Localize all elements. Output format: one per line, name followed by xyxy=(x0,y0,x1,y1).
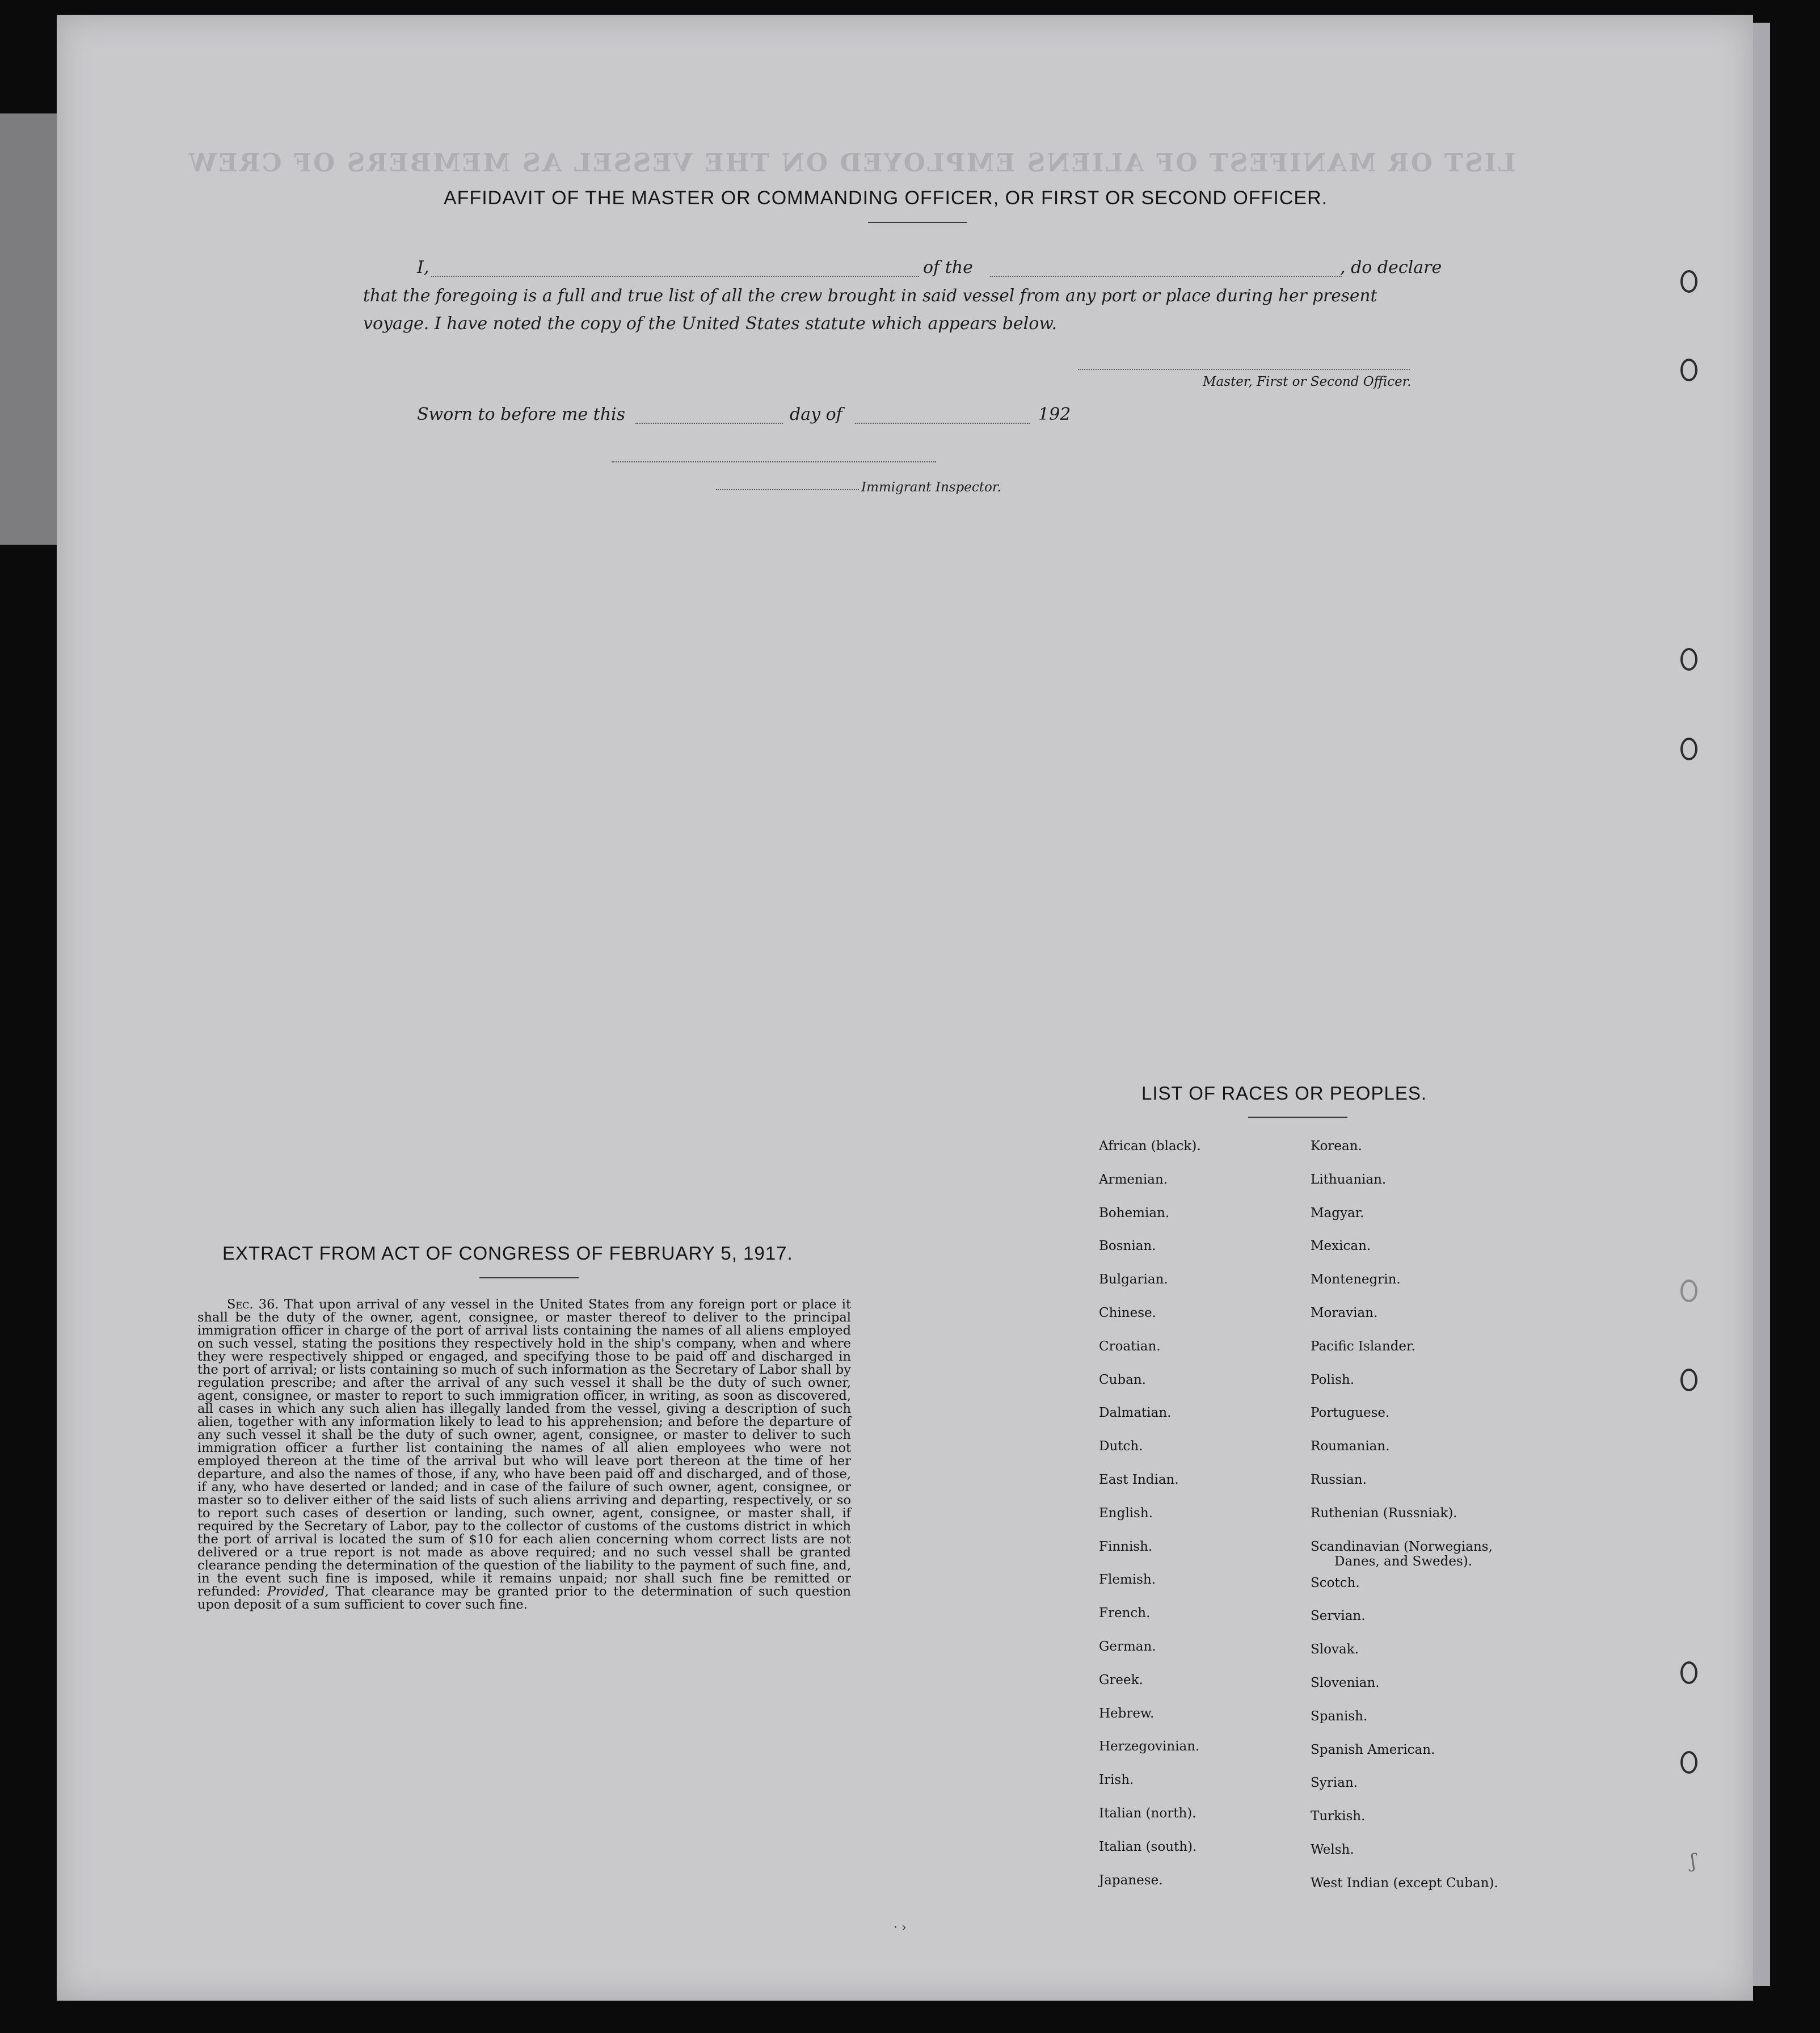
race-item: West Indian (except Cuban). xyxy=(1311,1875,1498,1891)
race-item: African (black). xyxy=(1099,1139,1201,1154)
race-item: Lithuanian. xyxy=(1311,1172,1387,1187)
binder-hole xyxy=(1680,359,1697,381)
race-item: Spanish. xyxy=(1311,1708,1368,1724)
master-caption: Master, First or Second Officer. xyxy=(1203,374,1412,389)
races-right-column xyxy=(1311,1139,1498,1909)
races-underline xyxy=(1248,1117,1347,1118)
inspector-signature-line[interactable] xyxy=(612,461,936,462)
binder-hole xyxy=(1680,1751,1697,1774)
underlying-sheet-edge xyxy=(0,113,57,545)
inspector-caption: Immigrant Inspector. xyxy=(861,480,1001,495)
corner-mark: ʃ xyxy=(1691,1850,1696,1872)
race-item: Slovenian. xyxy=(1311,1675,1380,1690)
binder-hole xyxy=(1680,1661,1697,1684)
race-item: Dutch. xyxy=(1099,1439,1143,1454)
race-item: Italian (north). xyxy=(1099,1805,1197,1821)
race-item: Syrian. xyxy=(1311,1775,1358,1791)
race-item: Welsh. xyxy=(1311,1842,1354,1857)
race-item: Magyar. xyxy=(1311,1205,1364,1220)
heading-underline xyxy=(868,222,967,223)
race-item: Cuban. xyxy=(1099,1372,1146,1387)
sworn-day-of: day of xyxy=(790,405,842,424)
inspector-signature-short xyxy=(716,489,859,490)
binder-hole xyxy=(1680,648,1697,671)
sworn-year: 192 xyxy=(1038,405,1071,424)
sworn-month-blank[interactable] xyxy=(855,423,1030,424)
affidavit-of-the: of the xyxy=(923,258,973,277)
sworn-day-blank[interactable] xyxy=(635,423,783,424)
race-item: Pacific Islander. xyxy=(1311,1339,1415,1354)
race-item: Roumanian. xyxy=(1311,1439,1390,1454)
extract-body xyxy=(197,1298,851,1611)
binder-hole xyxy=(1680,1369,1697,1391)
race-item: Mexican. xyxy=(1311,1239,1371,1254)
race-item: Flemish. xyxy=(1099,1572,1156,1588)
affidavit-line-3: voyage. I have noted the copy of the United States statute which appears below. xyxy=(363,314,1057,334)
race-item: Servian. xyxy=(1311,1609,1366,1624)
extract-text-part-1: That upon arrival of any vessel in the United States from any foreign port or place it shall be the duty of the owner, agent, consignee, or master thereof to deliver to the principal immigration officer in charge of the port of arrival lists containing the names of all aliens employed on such vessel, stating the positions they respectively hold in the ship's company, when and where they were respectively shipped or engaged, and specifying those to be paid off and discharged in the port of arrival; or lists containing so much of such information as the Secretary of Labor shall by regulation prescribe; and after the arrival of any such vessel it shall be the duty of such owner, agent, consignee, or master to report to such immigration officer, in writing, as soon as discovered, all cases in which any such alien has illegally landed from the vessel, giving a description of such alien, together with any information likely to lead to his apprehension; and before the departure of any such vessel it shall be the duty of such owner, agent, consignee, or master to deliver to such immigration officer a further list containing the names of all alien employees who were not employed thereon at the time of the arrival but who will leave port thereon at the time of her departure, and also the names of those, if any, who have been paid off and discharged, and of those, if any, who have deserted or landed; and in case of the failure of such owner, agent, consignee, or master so to deliver either of the said lists of such aliens arriving and departing, respectively, or so to report such cases of desertion or landing, such owner, agent, consignee, or master shall, if required by the Secretary of Labor, pay to the collector of customs of the customs district in which the port of arrival is located the sum of $10 for each alien concerning whom correct lists are not delivered or a true report is not made as above required; and no such vessel shall be granted clearance pending the determination of the question of the liability to the payment of such fine, and, in the event such fine is imposed, while it remains unpaid; nor shall such fine be remitted or refunded: xyxy=(197,1297,851,1599)
race-item: Herzegovinian. xyxy=(1099,1739,1200,1754)
race-item: Armenian. xyxy=(1099,1172,1168,1187)
race-item: Scotch. xyxy=(1311,1575,1360,1590)
page-edge-strip xyxy=(1753,23,1770,1986)
stray-mark: · › xyxy=(894,1921,907,1935)
race-item-line: Danes, and Swedes). xyxy=(1334,1554,1473,1569)
name-blank[interactable] xyxy=(431,276,919,277)
affidavit-do-declare: , do declare xyxy=(1340,258,1442,277)
race-item: Moravian. xyxy=(1311,1305,1378,1320)
race-item: Chinese. xyxy=(1099,1305,1156,1320)
affidavit-i: I, xyxy=(417,258,429,277)
race-item: Portuguese. xyxy=(1311,1405,1390,1421)
races-left-column xyxy=(1099,1139,1201,1906)
race-item: Korean. xyxy=(1311,1139,1362,1154)
race-item: Russian. xyxy=(1311,1472,1367,1487)
race-item: Irish. xyxy=(1099,1773,1134,1788)
race-item: Bohemian. xyxy=(1099,1205,1170,1220)
race-item: German. xyxy=(1099,1639,1156,1654)
race-item: Japanese. xyxy=(1099,1872,1163,1888)
race-item: Bulgarian. xyxy=(1099,1272,1168,1287)
affidavit-line-2: that the foregoing is a full and true list of all the crew brought in said vessel from any port or place during her present xyxy=(363,286,1377,305)
race-item: Bosnian. xyxy=(1099,1239,1156,1254)
race-item: Greek. xyxy=(1099,1672,1143,1687)
race-item: Turkish. xyxy=(1311,1809,1366,1824)
extract-text-part-2: That clearance may be granted prior to the determination of such question upon deposit of a sum sufficient to cover such fine. xyxy=(197,1584,851,1612)
race-item: Dalmatian. xyxy=(1099,1405,1172,1421)
races-heading: LIST OF RACES OR PEOPLES. xyxy=(1141,1083,1427,1104)
race-item: Slovak. xyxy=(1311,1642,1359,1657)
race-item: Spanish American. xyxy=(1311,1742,1435,1757)
race-item: Croatian. xyxy=(1099,1339,1161,1354)
extract-heading: EXTRACT FROM ACT OF CONGRESS OF FEBRUARY 5, 1917. xyxy=(222,1243,793,1264)
binder-hole xyxy=(1680,738,1697,760)
provided-word: Provided, xyxy=(267,1584,329,1599)
bleed-through-title: LIST OR MANIFEST OF ALIENS EMPLOYED ON THE VESSEL AS MEMBERS OF CREW xyxy=(187,149,1516,178)
race-item: East Indian. xyxy=(1099,1472,1179,1487)
race-item: Ruthenian (Russniak). xyxy=(1311,1505,1457,1521)
race-item: Italian (south). xyxy=(1099,1839,1197,1854)
race-item: Finnish. xyxy=(1099,1539,1153,1554)
extract-underline xyxy=(479,1277,579,1278)
race-item: Polish. xyxy=(1311,1372,1355,1387)
race-item: English. xyxy=(1099,1505,1153,1521)
binder-hole xyxy=(1680,270,1697,293)
section-label: Sec. 36. xyxy=(227,1297,279,1312)
race-item-line: Scandinavian (Norwegians, xyxy=(1311,1539,1493,1554)
document-page xyxy=(57,15,1753,2001)
race-item: Montenegrin. xyxy=(1311,1272,1401,1287)
race-item-scandinavian xyxy=(1311,1539,1498,1576)
master-signature-line[interactable] xyxy=(1078,369,1410,370)
race-item: Hebrew. xyxy=(1099,1706,1155,1721)
sworn-prefix: Sworn to before me this xyxy=(417,405,626,424)
binder-hole xyxy=(1680,1279,1697,1302)
vessel-blank[interactable] xyxy=(990,276,1342,277)
affidavit-heading: AFFIDAVIT OF THE MASTER OR COMMANDING OFFICER, OR FIRST OR SECOND OFFICER. xyxy=(444,187,1328,209)
race-item: French. xyxy=(1099,1606,1151,1621)
